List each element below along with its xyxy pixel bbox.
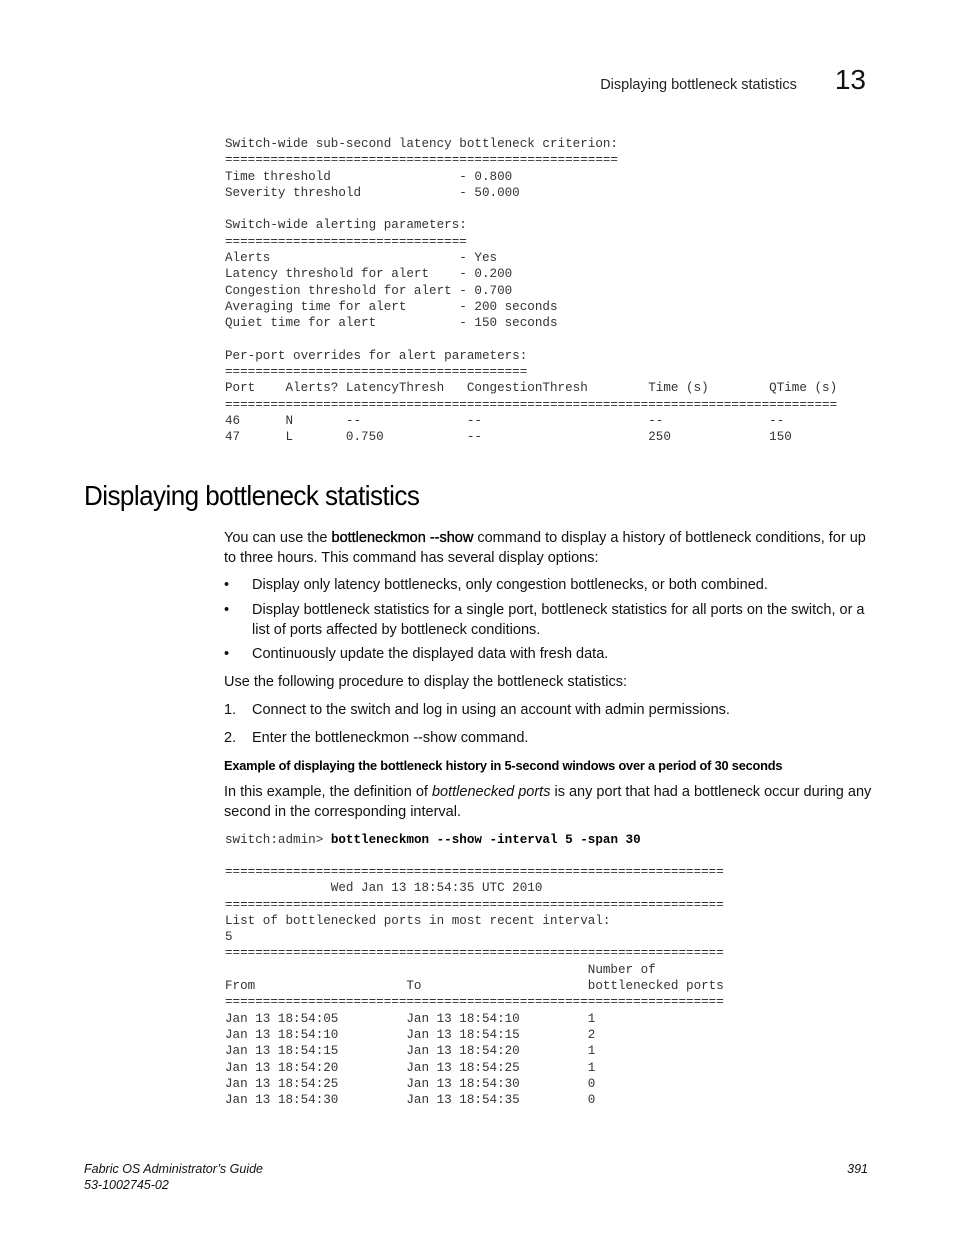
chapter-number: 13 [834,64,866,95]
intro-paragraph [224,529,872,568]
bullet-item [224,601,872,640]
step-number: 2. [224,730,237,746]
code-line: Jan 13 18:54:15 Jan 13 18:54:20 1 [225,1044,596,1059]
step-text [252,701,872,721]
bullet-item [224,576,872,596]
code-line: ================================================================== [225,946,724,961]
code-line: Quiet time for alert - 150 seconds [225,316,558,331]
code-line: Wed Jan 13 18:54:35 UTC 2010 [225,881,543,896]
code-line: Averaging time for alert - 200 seconds [225,299,558,314]
procedure-step [224,729,872,749]
shell-prompt: switch:admin> [225,833,331,847]
bullet-icon: • [224,602,230,618]
command-name: bottleneckmon --show [331,530,474,546]
command-name: bottleneckmon --show [314,730,457,746]
footer-right [847,1161,868,1177]
code-line: Severity threshold - 50.000 [225,185,520,200]
bullet-text: Display bottleneck statistics for a single port, bottleneck statistics for all ports on the switch, or a list of ports affected by bottleneck conditions. [252,602,865,638]
bullet-text: Continuously update the displayed data with fresh data. [252,646,609,662]
code-line: Jan 13 18:54:25 Jan 13 18:54:30 0 [225,1076,596,1091]
code-line: Time threshold - 0.800 [225,169,513,184]
step-text [252,729,872,749]
intro-text-end: command to display a history of bottleneck conditions, for up to three hours. This command has several display options: [224,530,866,566]
bullet-item [224,645,872,665]
code-line: 46 N -- -- -- -- [225,414,785,429]
code-line: ================================================================== [225,865,724,879]
code-line: Switch-wide alerting parameters: [225,218,467,233]
step-text-end: command. [456,730,529,746]
section-title: Displaying bottleneck statistics [84,480,420,511]
command-line [225,832,641,848]
example-heading: Example of displaying the bottleneck history in 5-second windows over a period of 30 seconds [224,758,783,773]
example-description [224,783,872,822]
code-line: Congestion threshold for alert - 0.700 [225,283,513,298]
guide-title: Fabric OS Administrator’s Guide [84,1162,263,1176]
code-block-history [225,864,724,1108]
step-number: 1. [224,702,237,718]
code-line: Number of [225,962,656,977]
footer-left [84,1161,263,1193]
code-line: ================================================================== [225,897,724,912]
code-line: Jan 13 18:54:10 Jan 13 18:54:15 2 [225,1027,596,1042]
page-number: 391 [847,1162,868,1176]
code-line: ================================================================== [225,995,724,1010]
code-line: List of bottlenecked ports in most recent interval: [225,913,611,928]
code-line: Jan 13 18:54:05 Jan 13 18:54:10 1 [225,1011,596,1026]
code-line: ==================================================== [225,153,618,168]
procedure-step [224,701,872,721]
running-header [600,64,866,96]
code-line: From To bottlenecked ports [225,979,724,994]
code-line: ================================================================================= [225,397,838,412]
code-line: 47 L 0.750 -- 250 150 [225,430,792,445]
code-line: ======================================== [225,365,528,380]
code-line: Alerts - Yes [225,251,498,266]
bullet-icon: • [224,577,230,593]
code-line: 5 [225,930,233,945]
code-line: Jan 13 18:54:30 Jan 13 18:54:35 0 [225,1093,596,1108]
running-header-title: Displaying bottleneck statistics [600,77,797,93]
code-line: ================================ [225,234,467,249]
code-line: Jan 13 18:54:20 Jan 13 18:54:25 1 [225,1060,596,1075]
bullet-text: Display only latency bottlenecks, only congestion bottlenecks, or both combined. [252,577,768,593]
procedure-intro: Use the following procedure to display the bottleneck statistics: [224,674,627,690]
step-text-start: Connect to the switch and log in using an account with admin permissions. [252,702,730,718]
bullet-icon: • [224,646,230,662]
code-line: Switch-wide sub-second latency bottleneck criterion: [225,137,618,151]
code-block-thresholds [225,136,837,446]
code-line: Per-port overrides for alert parameters: [225,348,528,363]
document-number: 53-1002745-02 [84,1178,169,1192]
example-text-end: is any port that had a bottleneck occur during any second in the corresponding interval. [224,784,872,820]
example-text-start: In this example, the definition of [224,784,432,800]
command-input: bottleneckmon --show -interval 5 -span 30 [330,833,641,847]
step-text-start: Enter the [252,730,315,746]
intro-text-start: You can use the [224,530,332,546]
code-line: Latency threshold for alert - 0.200 [225,267,513,282]
code-line: Port Alerts? LatencyThresh CongestionThresh Time (s) QTime (s) [225,381,838,396]
defined-term: bottlenecked ports [431,784,551,800]
